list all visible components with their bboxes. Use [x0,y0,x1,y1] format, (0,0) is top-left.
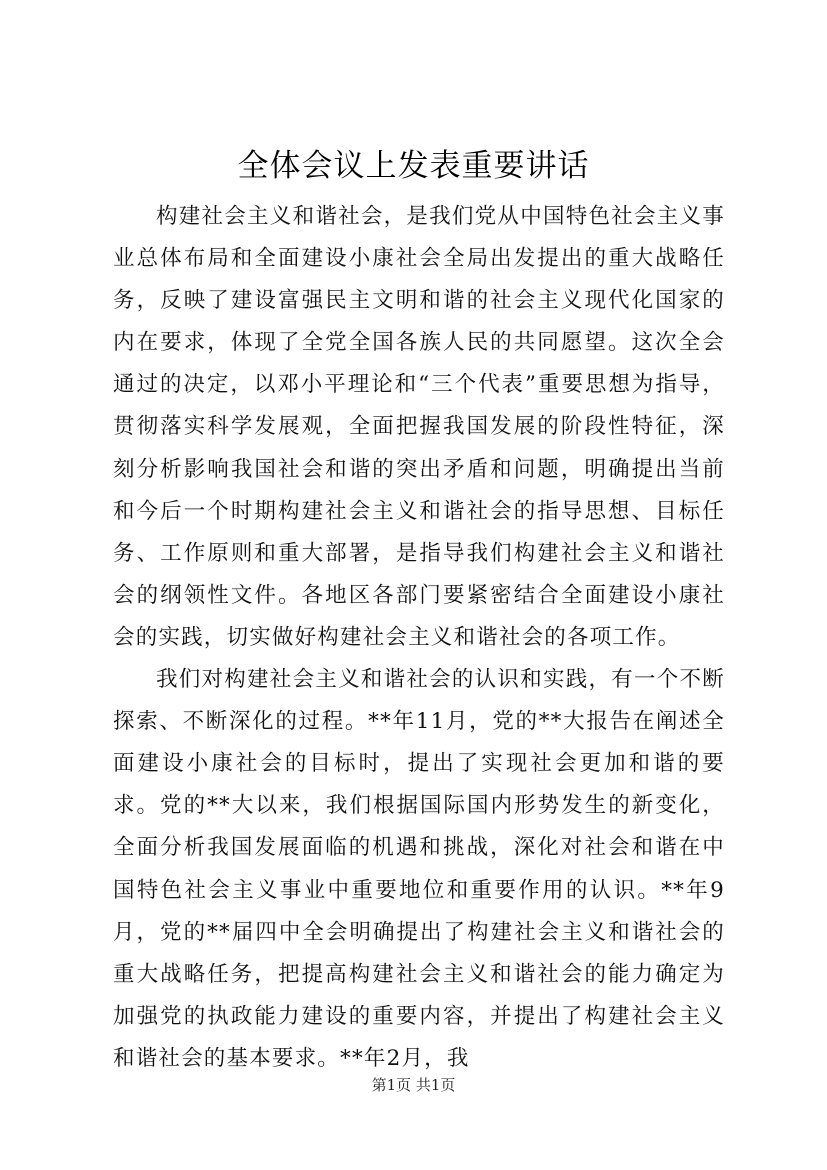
document-body [113,196,725,1080]
paragraph-2: 我们对构建社会主义和谐社会的认识和实践，有一个不断探索、不断深化的过程。**年11月，党的**大报告在阐述全面建设小康社会的目标时，提出了实现社会更加和谐的要求。党的**大以来，我们根据国际国内形势发生的新变化，全面分析我国发展面临的机遇和挑战，深化对社会和谐在中国特色社会主义事业中重要地位和重要作用的认识。**年9月，党的**届四中全会明确提出了构建社会主义和谐社会的重大战略任务，把提高构建社会主义和谐社会的能力确定为加强党的执政能力建设的重要内容，并提出了构建社会主义和谐社会的基本要求。**年2月，我 [113,667,725,1071]
document-title: 全体会议上发表重要讲话 [237,148,590,184]
page-footer: 第1页 共1页 [371,1076,456,1094]
paragraph-1: 构建社会主义和谐社会，是我们党从中国特色社会主义事业总体布局和全面建设小康社会全局出发提出的重大战略任务，反映了建设富强民主文明和谐的社会主义现代化国家的内在要求，体现了全党全国各族人民的共同愿望。这次全会通过的决定，以邓小平理论和“三个代表”重要思想为指导，贯彻落实科学发展观，全面把握我国发展的阶段性特征，深刻分析影响我国社会和谐的突出矛盾和问题，明确提出当前和今后一个时期构建社会主义和谐社会的指导思想、目标任务、工作原则和重大部署，是指导我们构建社会主义和谐社会的纲领性文件。各地区各部门要紧密结合全面建设小康社会的实践，切实做好构建社会主义和谐社会的各项工作。 [113,204,725,650]
